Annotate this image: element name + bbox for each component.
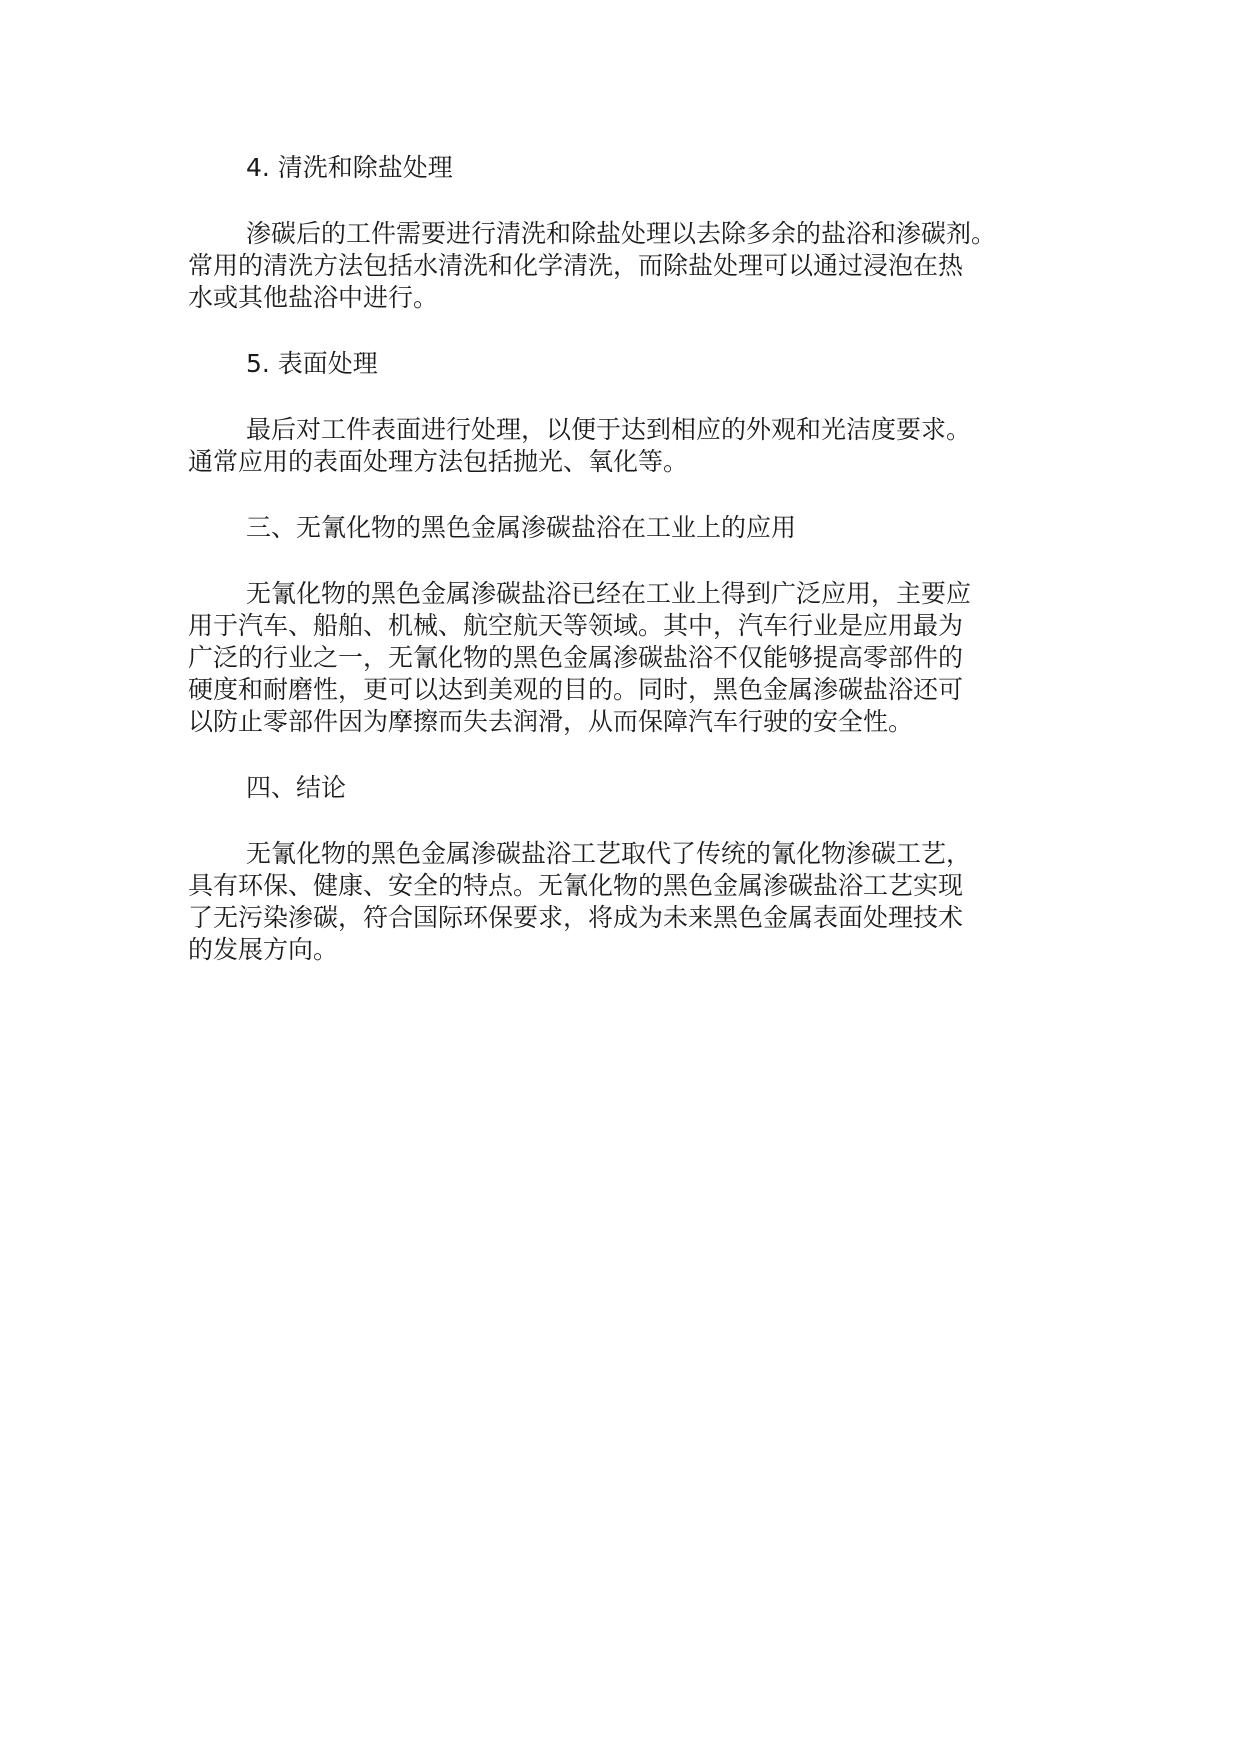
section-heading-surface-treatment: 5. 表面处理 [246,349,378,378]
section-heading-cleaning: 4. 清洗和除盐处理 [246,153,453,182]
paragraph-line: 广泛的行业之一，无氰化物的黑色金属渗碳盐浴不仅能够提高零部件的 [188,643,964,672]
document-body [188,152,1058,1000]
paragraph-line: 水或其他盐浴中进行。 [188,283,439,312]
paragraph-cleaning [188,218,1058,314]
paragraph-line: 常用的清洗方法包括水清洗和化学清洗，而除盐处理可以通过浸泡在热 [188,251,964,280]
paragraph-line: 硬度和耐磨性，更可以达到美观的目的。同时，黑色金属渗碳盐浴还可 [188,675,964,704]
paragraph-surface-treatment [188,414,1058,478]
paragraph-line: 的发展方向。 [188,935,339,964]
paragraph-line: 具有环保、健康、安全的特点。无氰化物的黑色金属渗碳盐浴工艺实现 [188,871,964,900]
paragraph-line: 渗碳后的工件需要进行清洗和除盐处理以去除多余的盐浴和渗碳剂。 [246,219,997,248]
paragraph-line: 无氰化物的黑色金属渗碳盐浴工艺取代了传统的氰化物渗碳工艺， [246,839,972,868]
paragraph-line: 通常应用的表面处理方法包括抛光、氧化等。 [188,447,689,476]
paragraph-line: 最后对工件表面进行处理，以便于达到相应的外观和光洁度要求。 [246,415,972,444]
paragraph-line: 以防止零部件因为摩擦而失去润滑，从而保障汽车行驶的安全性。 [188,707,914,736]
paragraph-line: 了无污染渗碳，符合国际环保要求，将成为未来黑色金属表面处理技术 [188,903,964,932]
paragraph-line: 无氰化物的黑色金属渗碳盐浴已经在工业上得到广泛应用，主要应 [246,579,972,608]
section-heading-conclusion: 四、结论 [246,773,347,802]
paragraph-conclusion [188,838,1058,966]
paragraph-industrial-application [188,578,1058,738]
paragraph-line: 用于汽车、船舶、机械、航空航天等领域。其中，汽车行业是应用最为 [188,611,964,640]
section-heading-industrial-application: 三、无氰化物的黑色金属渗碳盐浴在工业上的应用 [246,513,797,542]
